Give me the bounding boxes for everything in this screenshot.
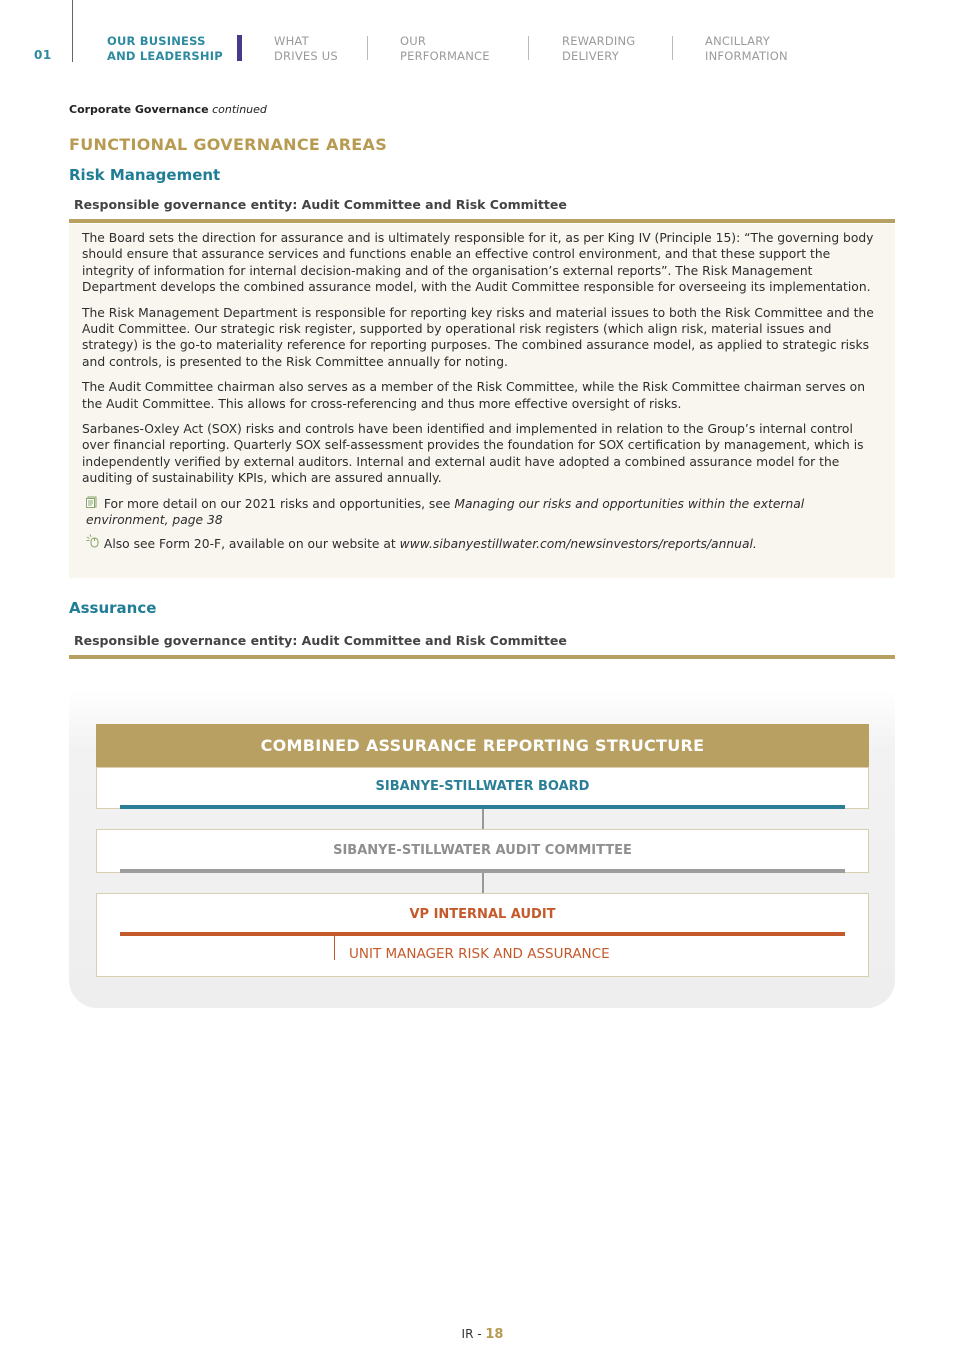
nav-tab-label: WHAT: [274, 34, 309, 48]
board-box: [96, 767, 869, 809]
audit-committee-box: [96, 829, 869, 873]
nav-tab-label: PERFORMANCE: [400, 49, 490, 63]
nav-tab-ancillary-information[interactable]: [705, 34, 788, 64]
unit-manager-label: UNIT MANAGER RISK AND ASSURANCE: [349, 946, 610, 962]
page-heading: FUNCTIONAL GOVERNANCE AREAS: [69, 135, 388, 154]
risk-paragraph: Sarbanes-Oxley Act (SOX) risks and controls have been identified and implemented in relation to the Group’s internal control over financial reporting. Quarterly SOX self-assessment provides the foundation for SOX certification by management, which is independently verified by external auditors. Internal and external audit have adopted a combined assurance model for the auditing of sustainability KPIs, which are assured annually.: [82, 422, 864, 486]
nav-divider: [367, 36, 368, 60]
internal-audit-bar: [120, 932, 845, 936]
nav-tab-label: OUR BUSINESS: [107, 34, 206, 48]
nav-divider: [72, 0, 73, 62]
eyebrow-title: Corporate Governance: [69, 103, 209, 116]
page-footer: [0, 1327, 965, 1342]
website-link: www.sibanyestillwater.com/newsinvestors/reports/annual.: [399, 536, 757, 551]
section-rule: [69, 655, 895, 659]
risk-paragraph: The Risk Management Department is responsible for reporting key risks and material issues to both the Risk Committee and the Audit Committee. Our strategic risk register, supported by operational risk registers (which align risk, material issues and strategy) is the go-to materiality reference for reporting purposes. The combined assurance model, as applied to strategic risks and controls, is presented to the Risk Committee annually for noting.: [82, 305, 874, 369]
mouse-click-icon: [86, 534, 100, 552]
section-rule: [69, 219, 895, 223]
nav-active-marker: [237, 35, 242, 61]
eyebrow-continued: continued: [212, 103, 267, 116]
nav-tab-label: DRIVES US: [274, 49, 338, 63]
assurance-title: Assurance: [69, 599, 157, 617]
reference-text: For more detail on our 2021 risks and opportunities, see: [103, 496, 455, 511]
connector-line: [482, 873, 484, 893]
audit-committee-label: SIBANYE-STILLWATER AUDIT COMMITTEE: [333, 843, 632, 858]
board-label: SIBANYE-STILLWATER BOARD: [375, 779, 590, 794]
web-reference[interactable]: [86, 534, 882, 552]
nav-tab-label: OUR: [400, 34, 427, 48]
section-number: 01: [34, 48, 52, 62]
nav-tab-label: INFORMATION: [705, 49, 788, 63]
risk-paragraph: The Audit Committee chairman also serves as a member of the Risk Committee, while the Risk Committee chairman serves on the Audit Committee. This allows for cross-referencing and thus more effective oversight of risks.: [82, 380, 865, 411]
reference-link-text: Managing our risks and opportunities within the external environment, page 38: [86, 496, 805, 528]
risk-management-title: Risk Management: [69, 166, 221, 184]
reference-text: Also see Form 20-F, available on our website at: [103, 536, 400, 551]
footer-prefix: IR -: [461, 1327, 486, 1341]
nav-tab-label: REWARDING: [562, 34, 636, 48]
nav-tab-label: AND LEADERSHIP: [107, 49, 223, 63]
page-reference[interactable]: [86, 496, 882, 529]
nav-tab-our-business[interactable]: [107, 34, 223, 64]
nav-tab-what-drives-us[interactable]: [274, 34, 338, 64]
nav-tab-rewarding-delivery[interactable]: [562, 34, 635, 64]
risk-paragraph: The Board sets the direction for assurance and is ultimately responsible for it, as per King IV (Principle 15): “The governing body should ensure that assurance services and functions enable an effective control environment, and that these support the integrity of information for internal decision-making and of the organisation’s external reports”. The Risk Management Department develops the combined assurance model, with the Audit Committee responsible for overseeing its implementation.: [82, 231, 874, 295]
nav-divider: [672, 36, 673, 60]
risk-management-panel: [69, 224, 895, 578]
footer-page-number: 18: [485, 1327, 504, 1342]
nav-tab-our-performance[interactable]: [400, 34, 490, 64]
risk-entity-label: Responsible governance entity: Audit Committee and Risk Committee: [74, 197, 567, 212]
section-eyebrow: [69, 103, 267, 116]
assurance-entity-label: Responsible governance entity: Audit Committee and Risk Committee: [74, 633, 567, 648]
document-icon: [86, 496, 100, 512]
nav-divider: [528, 36, 529, 60]
nav-tab-label: DELIVERY: [562, 49, 619, 63]
connector-line: [482, 809, 484, 829]
structure-title: COMBINED ASSURANCE REPORTING STRUCTURE: [96, 724, 869, 767]
nav-tab-label: ANCILLARY: [705, 34, 770, 48]
connector-line: [334, 936, 335, 960]
top-navigation: [0, 0, 965, 80]
vp-internal-audit-label: VP INTERNAL AUDIT: [409, 907, 556, 922]
